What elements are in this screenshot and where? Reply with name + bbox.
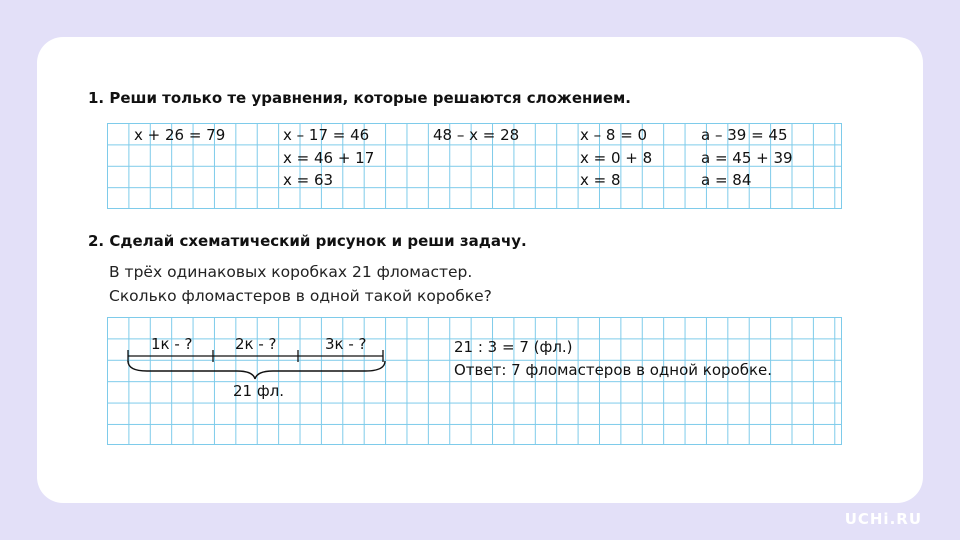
equation-5 xyxy=(701,124,793,192)
equation-line: a = 84 xyxy=(701,171,752,189)
brand-logo: UCHi.RU xyxy=(844,510,922,528)
equation-1 xyxy=(134,124,225,147)
curly-brace xyxy=(128,361,385,379)
total-label: 21 фл. xyxy=(233,382,285,400)
task1-grid xyxy=(107,123,842,209)
task2-title: 2. Сделай схематический рисунок и реши задачу. xyxy=(88,232,527,250)
task2-grid xyxy=(107,317,842,445)
equation-line: x + 26 = 79 xyxy=(134,126,226,144)
equation-line: x = 63 xyxy=(283,171,334,189)
segment-1-label: 1к - ? xyxy=(151,335,193,353)
task1-title: 1. Реши только те уравнения, которые решаются сложением. xyxy=(88,89,632,107)
equation-line: x = 46 + 17 xyxy=(283,148,375,167)
segment-2-label: 2к - ? xyxy=(235,335,277,353)
problem-line: Сколько фломастеров в одной такой коробке? xyxy=(109,287,492,305)
equation-line: x – 8 = 0 xyxy=(580,126,648,144)
equation-4 xyxy=(580,124,652,192)
segment-3-label: 3к - ? xyxy=(325,335,367,353)
problem-text xyxy=(109,260,492,308)
equation-line: x – 17 = 46 xyxy=(283,126,370,144)
solution-text: 21 : 3 = 7 (фл.) xyxy=(454,338,573,356)
equation-line: a = 45 + 39 xyxy=(701,148,793,167)
equation-line: x = 8 xyxy=(580,171,621,189)
equation-line: a – 39 = 45 xyxy=(701,126,788,144)
scheme-drawing xyxy=(107,317,841,444)
problem-line: В трёх одинаковых коробках 21 фломастер. xyxy=(109,263,473,281)
equation-3 xyxy=(433,124,519,147)
equation-2 xyxy=(283,124,374,192)
equation-line: x = 0 + 8 xyxy=(580,148,653,167)
equation-line: 48 – x = 28 xyxy=(433,126,520,144)
answer-text: Ответ: 7 фломастеров в одной коробке. xyxy=(454,361,773,379)
